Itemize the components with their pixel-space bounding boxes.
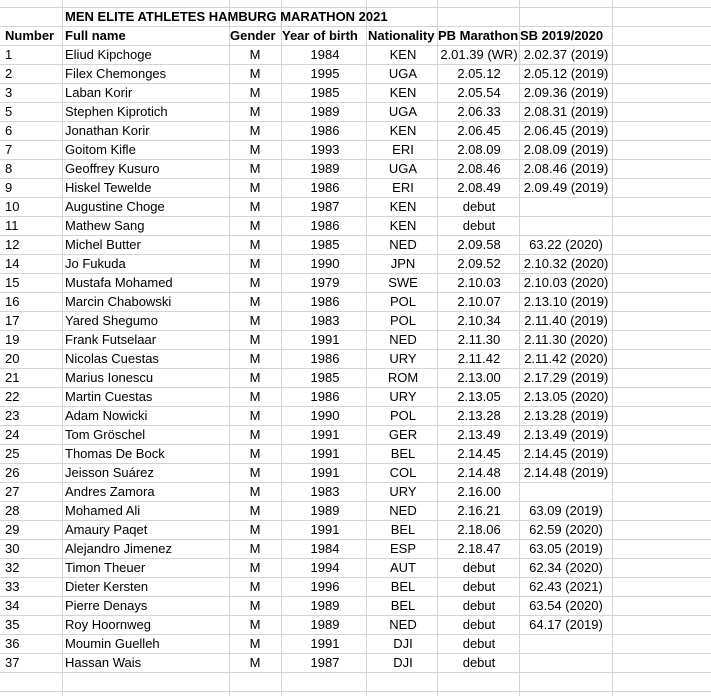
cell-sb[interactable]: 2.02.37 (2019) [523, 47, 609, 62]
cell-nationality[interactable]: SWE [388, 275, 418, 290]
cell-full-name[interactable]: Michel Butter [65, 237, 141, 252]
cell-pb-marathon[interactable]: 2.06.33 [457, 104, 501, 119]
cell-gender[interactable]: M [249, 104, 261, 119]
cell-nationality[interactable]: BEL [390, 446, 416, 461]
cell-pb-marathon[interactable]: 2.08.09 [457, 142, 501, 157]
cell-pb-marathon[interactable]: 2.01.39 (WR) [440, 47, 518, 62]
cell-year-of-birth[interactable]: 1989 [310, 598, 340, 613]
cell-gender[interactable]: M [249, 636, 261, 651]
cell-year-of-birth[interactable]: 1986 [310, 294, 340, 309]
table-row [0, 235, 711, 254]
cell-sb[interactable]: 63.09 (2019) [529, 503, 603, 518]
cell-number[interactable]: 5 [5, 104, 13, 119]
cell-number[interactable]: 7 [5, 142, 13, 157]
cell-pb-marathon[interactable]: 2.13.49 [457, 427, 501, 442]
cell-number[interactable]: 3 [5, 85, 13, 100]
cell-gender[interactable]: M [249, 522, 261, 537]
cell-pb-marathon[interactable]: 2.18.47 [457, 541, 501, 556]
cell-sb[interactable]: 2.08.09 (2019) [523, 142, 609, 157]
cell-year-of-birth[interactable]: 1985 [310, 237, 340, 252]
cell-number[interactable]: 27 [5, 484, 20, 499]
cell-sb[interactable]: 63.22 (2020) [529, 237, 603, 252]
cell-pb-marathon[interactable]: 2.08.49 [457, 180, 501, 195]
cell-nationality[interactable]: KEN [389, 123, 417, 138]
cell-gender[interactable]: M [249, 180, 261, 195]
cell-full-name[interactable]: Alejandro Jimenez [65, 541, 172, 556]
table-row [0, 558, 711, 577]
title-row [0, 7, 711, 26]
cell-sb[interactable]: 2.08.31 (2019) [523, 104, 609, 119]
cell-year-of-birth[interactable]: 1995 [310, 66, 340, 81]
cell-nationality[interactable]: NED [389, 617, 417, 632]
cell-nationality[interactable]: UGA [388, 66, 418, 81]
cell-year-of-birth[interactable]: 1990 [310, 256, 340, 271]
cell-year-of-birth[interactable]: 1986 [310, 351, 340, 366]
table-row [0, 463, 711, 482]
table-row [0, 634, 711, 653]
cell-gender[interactable]: M [249, 332, 261, 347]
cell-gender[interactable]: M [249, 408, 261, 423]
cell-gender[interactable]: M [249, 370, 261, 385]
cell-nationality[interactable]: BEL [390, 579, 416, 594]
cell-year-of-birth[interactable]: 1991 [310, 332, 340, 347]
cell-full-name[interactable]: Tom Gröschel [65, 427, 146, 442]
table-row [0, 577, 711, 596]
cell-number[interactable]: 28 [5, 503, 20, 518]
cell-number[interactable]: 11 [5, 218, 19, 233]
cell-number[interactable]: 6 [5, 123, 13, 138]
cell-number[interactable]: 33 [5, 579, 20, 594]
cell-year-of-birth[interactable]: 1993 [310, 142, 340, 157]
cell-full-name[interactable]: Martin Cuestas [65, 389, 153, 404]
cell-nationality[interactable]: BEL [390, 598, 416, 613]
cell-pb-marathon[interactable]: 2.14.48 [457, 465, 501, 480]
cell-full-name[interactable]: Nicolas Cuestas [65, 351, 159, 366]
cell-full-name[interactable]: Filex Chemonges [65, 66, 167, 81]
cell-full-name[interactable]: Mustafa Mohamed [65, 275, 173, 290]
cell-full-name[interactable]: Eliud Kipchoge [65, 47, 152, 62]
cell-gender[interactable]: M [249, 256, 261, 271]
cell-pb-marathon[interactable]: 2.13.05 [457, 389, 501, 404]
cell-full-name[interactable]: Adam Nowicki [65, 408, 148, 423]
cell-sb[interactable]: 2.10.32 (2020) [523, 256, 609, 271]
header-sb[interactable]: SB 2019/2020 [520, 28, 604, 43]
table-row [0, 102, 711, 121]
cell-number[interactable]: 2 [5, 66, 13, 81]
cell-year-of-birth[interactable]: 1989 [310, 503, 340, 518]
cell-full-name[interactable]: Dieter Kersten [65, 579, 149, 594]
cell-year-of-birth[interactable]: 1986 [310, 123, 340, 138]
cell-pb-marathon[interactable]: debut [462, 655, 496, 670]
cell-nationality[interactable]: ESP [389, 541, 416, 556]
cell-full-name[interactable]: Andres Zamora [65, 484, 155, 499]
cell-sb[interactable] [520, 216, 612, 235]
cell-full-name[interactable]: Thomas De Bock [65, 446, 165, 461]
table-row [0, 197, 711, 216]
cell-pb-marathon[interactable]: 2.05.54 [457, 85, 501, 100]
row-divider [0, 691, 711, 692]
cell-pb-marathon[interactable]: 2.05.12 [457, 66, 501, 81]
cell-nationality[interactable]: NED [389, 332, 417, 347]
cell-nationality[interactable]: NED [389, 237, 417, 252]
header-full-name[interactable]: Full name [65, 28, 126, 43]
cell-gender[interactable]: M [249, 161, 261, 176]
cell-nationality[interactable]: KEN [389, 85, 417, 100]
cell-gender[interactable]: M [249, 655, 261, 670]
table-row [0, 387, 711, 406]
cell-number[interactable]: 34 [5, 598, 20, 613]
cell-full-name[interactable]: Moumin Guelleh [65, 636, 160, 651]
cell-year-of-birth[interactable]: 1983 [310, 484, 340, 499]
cell-sb[interactable]: 2.14.45 (2019) [523, 446, 609, 461]
cell-full-name[interactable]: Stephen Kiprotich [65, 104, 168, 119]
cell-number[interactable]: 16 [5, 294, 20, 309]
cell-pb-marathon[interactable]: 2.09.58 [457, 237, 501, 252]
cell-nationality[interactable]: DJI [393, 636, 413, 651]
cell-full-name[interactable]: Laban Korir [65, 85, 133, 100]
cell-sb[interactable]: 63.54 (2020) [529, 598, 603, 613]
cell-full-name[interactable]: Jo Fukuda [65, 256, 126, 271]
cell-pb-marathon[interactable]: 2.16.21 [457, 503, 501, 518]
cell-number[interactable]: 36 [5, 636, 20, 651]
cell-year-of-birth[interactable]: 1994 [310, 560, 340, 575]
cell-gender[interactable]: M [249, 47, 261, 62]
cell-nationality[interactable]: GER [388, 427, 418, 442]
cell-year-of-birth[interactable]: 1986 [310, 180, 340, 195]
cell-year-of-birth[interactable]: 1984 [310, 47, 340, 62]
cell-nationality[interactable]: POL [389, 408, 416, 423]
table-row [0, 482, 711, 501]
cell-gender[interactable]: M [249, 560, 261, 575]
cell-full-name[interactable]: Roy Hoornweg [65, 617, 151, 632]
cell-pb-marathon[interactable]: 2.11.42 [457, 351, 501, 366]
cell-nationality[interactable]: NED [389, 503, 417, 518]
cell-full-name[interactable]: Frank Futselaar [65, 332, 157, 347]
table-row [0, 45, 711, 64]
cell-year-of-birth[interactable]: 1989 [310, 104, 340, 119]
table-row [0, 520, 711, 539]
cell-year-of-birth[interactable]: 1986 [310, 218, 340, 233]
cell-number[interactable]: 21 [5, 370, 20, 385]
cell-year-of-birth[interactable]: 1991 [310, 446, 340, 461]
cell-year-of-birth[interactable]: 1987 [310, 655, 340, 670]
table-row [0, 64, 711, 83]
row-divider [0, 672, 711, 673]
cell-sb[interactable] [520, 653, 612, 672]
cell-pb-marathon[interactable]: 2.10.07 [457, 294, 501, 309]
table-row [0, 254, 711, 273]
sheet-title[interactable]: MEN ELITE ATHLETES HAMBURG MARATHON 2021 [65, 9, 388, 24]
cell-pb-marathon[interactable]: 2.14.45 [457, 446, 501, 461]
cell-number[interactable]: 20 [5, 351, 20, 366]
cell-gender[interactable]: M [249, 123, 261, 138]
cell-number[interactable]: 9 [5, 180, 13, 195]
cell-pb-marathon[interactable]: 2.16.00 [457, 484, 501, 499]
cell-year-of-birth[interactable]: 1987 [310, 199, 340, 214]
cell-nationality[interactable]: ERI [392, 180, 414, 195]
cell-sb[interactable]: 64.17 (2019) [529, 617, 603, 632]
cell-sb[interactable]: 2.11.40 (2019) [524, 313, 608, 328]
cell-pb-marathon[interactable]: debut [462, 579, 496, 594]
cell-sb[interactable]: 2.13.05 (2020) [523, 389, 609, 404]
cell-gender[interactable]: M [249, 503, 261, 518]
cell-full-name[interactable]: Hassan Wais [65, 655, 142, 670]
cell-sb[interactable]: 2.08.46 (2019) [523, 161, 609, 176]
cell-gender[interactable]: M [249, 465, 261, 480]
cell-pb-marathon[interactable]: 2.06.45 [457, 123, 501, 138]
cell-gender[interactable]: M [249, 313, 261, 328]
table-row [0, 615, 711, 634]
cell-sb[interactable]: 2.17.29 (2019) [523, 370, 609, 385]
table-row [0, 501, 711, 520]
cell-gender[interactable]: M [249, 66, 261, 81]
cell-number[interactable]: 12 [5, 237, 20, 252]
cell-sb[interactable]: 2.10.03 (2020) [523, 275, 609, 290]
cell-gender[interactable]: M [249, 142, 261, 157]
cell-sb[interactable] [520, 482, 612, 501]
cell-year-of-birth[interactable]: 1990 [310, 408, 340, 423]
cell-pb-marathon[interactable]: debut [462, 218, 496, 233]
cell-full-name[interactable]: Augustine Choge [65, 199, 165, 214]
cell-gender[interactable]: M [249, 199, 261, 214]
header-nationality[interactable]: Nationality [368, 28, 435, 43]
cell-gender[interactable]: M [249, 427, 261, 442]
cell-sb[interactable] [520, 634, 612, 653]
cell-pb-marathon[interactable]: debut [462, 598, 496, 613]
cell-number[interactable]: 23 [5, 408, 20, 423]
table-row [0, 121, 711, 140]
cell-full-name[interactable]: Yared Shegumo [65, 313, 158, 328]
cell-year-of-birth[interactable]: 1991 [310, 427, 340, 442]
cell-gender[interactable]: M [249, 389, 261, 404]
table-row [0, 539, 711, 558]
cell-sb[interactable]: 2.09.36 (2019) [523, 85, 609, 100]
cell-full-name[interactable]: Marcin Chabowski [65, 294, 172, 309]
cell-gender[interactable]: M [249, 85, 261, 100]
cell-nationality[interactable]: URY [389, 484, 417, 499]
cell-number[interactable]: 22 [5, 389, 20, 404]
cell-gender[interactable]: M [249, 541, 261, 556]
table-row [0, 311, 711, 330]
cell-pb-marathon[interactable]: 2.08.46 [457, 161, 501, 176]
cell-sb[interactable]: 2.05.12 (2019) [523, 66, 609, 81]
table-row [0, 178, 711, 197]
cell-nationality[interactable]: KEN [389, 47, 417, 62]
cell-pb-marathon[interactable]: debut [462, 636, 496, 651]
cell-number[interactable]: 17 [5, 313, 20, 328]
cell-full-name[interactable]: Mohamed Ali [65, 503, 141, 518]
cell-pb-marathon[interactable]: debut [462, 617, 496, 632]
cell-sb[interactable]: 2.13.28 (2019) [523, 408, 609, 423]
cell-full-name[interactable]: Hiskel Tewelde [65, 180, 152, 195]
cell-gender[interactable]: M [249, 237, 261, 252]
cell-nationality[interactable]: UGA [388, 161, 418, 176]
cell-sb[interactable]: 2.09.49 (2019) [523, 180, 609, 195]
cell-number[interactable]: 24 [5, 427, 20, 442]
cell-full-name[interactable]: Geoffrey Kusuro [65, 161, 160, 176]
cell-full-name[interactable]: Mathew Sang [65, 218, 145, 233]
cell-full-name[interactable]: Timon Theuer [65, 560, 146, 575]
cell-pb-marathon[interactable]: 2.18.06 [457, 522, 501, 537]
cell-sb[interactable]: 63.05 (2019) [529, 541, 603, 556]
cell-nationality[interactable]: KEN [389, 218, 417, 233]
header-number[interactable]: Number [5, 28, 55, 43]
cell-pb-marathon[interactable]: 2.13.28 [457, 408, 501, 423]
cell-full-name[interactable]: Marius Ionescu [65, 370, 154, 385]
cell-sb[interactable]: 2.11.42 (2020) [524, 351, 608, 366]
cell-full-name[interactable]: Pierre Denays [65, 598, 148, 613]
table-row [0, 368, 711, 387]
table-row [0, 596, 711, 615]
cell-full-name[interactable]: Jonathan Korir [65, 123, 150, 138]
table-row [0, 159, 711, 178]
cell-nationality[interactable]: ERI [392, 142, 414, 157]
cell-number[interactable]: 26 [5, 465, 20, 480]
table-row [0, 349, 711, 368]
cell-nationality[interactable]: AUT [390, 560, 416, 575]
cell-number[interactable]: 35 [5, 617, 20, 632]
cell-nationality[interactable]: BEL [390, 522, 416, 537]
table-row [0, 330, 711, 349]
cell-sb[interactable]: 2.13.10 (2019) [523, 294, 609, 309]
cell-number[interactable]: 15 [5, 275, 20, 290]
cell-full-name[interactable]: Amaury Paqet [65, 522, 148, 537]
cell-number[interactable]: 32 [5, 560, 20, 575]
cell-year-of-birth[interactable]: 1985 [310, 370, 340, 385]
cell-year-of-birth[interactable]: 1979 [310, 275, 340, 290]
table-row [0, 406, 711, 425]
cell-sb[interactable]: 2.11.30 (2020) [524, 332, 608, 347]
cell-year-of-birth[interactable]: 1983 [310, 313, 340, 328]
cell-nationality[interactable]: URY [389, 389, 417, 404]
table-row [0, 273, 711, 292]
cell-year-of-birth[interactable]: 1984 [310, 541, 340, 556]
cell-number[interactable]: 29 [5, 522, 20, 537]
header-row [0, 26, 711, 45]
cell-pb-marathon[interactable]: debut [462, 199, 496, 214]
cell-nationality[interactable]: POL [389, 313, 416, 328]
cell-year-of-birth[interactable]: 1991 [310, 465, 340, 480]
cell-gender[interactable]: M [249, 484, 261, 499]
cell-number[interactable]: 37 [5, 655, 20, 670]
table-row [0, 653, 711, 672]
cell-gender[interactable]: M [249, 218, 261, 233]
table-row [0, 216, 711, 235]
cell-nationality[interactable]: JPN [390, 256, 416, 271]
cell-number[interactable]: 19 [5, 332, 20, 347]
cell-number[interactable]: 1 [5, 47, 13, 62]
cell-pb-marathon[interactable]: 2.09.52 [457, 256, 501, 271]
header-gender[interactable]: Gender [230, 28, 276, 43]
cell-pb-marathon[interactable]: 2.11.30 [457, 332, 501, 347]
cell-nationality[interactable]: POL [389, 294, 416, 309]
cell-year-of-birth[interactable]: 1985 [310, 85, 340, 100]
cell-sb[interactable]: 2.14.48 (2019) [523, 465, 609, 480]
cell-gender[interactable]: M [249, 598, 261, 613]
cell-pb-marathon[interactable]: 2.10.03 [457, 275, 501, 290]
table-row [0, 83, 711, 102]
cell-number[interactable]: 30 [5, 541, 20, 556]
cell-nationality[interactable]: ROM [387, 370, 419, 385]
cell-sb[interactable]: 62.43 (2021) [529, 579, 603, 594]
cell-gender[interactable]: M [249, 275, 261, 290]
cell-full-name[interactable]: Goitom Kifle [65, 142, 136, 157]
cell-gender[interactable]: M [249, 446, 261, 461]
header-year-of-birth[interactable]: Year of birth [282, 28, 358, 43]
cell-pb-marathon[interactable]: 2.10.34 [457, 313, 501, 328]
cell-sb[interactable]: 62.59 (2020) [529, 522, 603, 537]
table-row [0, 140, 711, 159]
cell-gender[interactable]: M [249, 351, 261, 366]
cell-gender[interactable]: M [249, 294, 261, 309]
cell-number[interactable]: 10 [5, 199, 20, 214]
header-pb-marathon[interactable]: PB Marathon [438, 28, 519, 43]
table-row [0, 444, 711, 463]
cell-sb[interactable]: 2.06.45 (2019) [523, 123, 609, 138]
cell-gender[interactable]: M [249, 579, 261, 594]
cell-sb[interactable]: 2.13.49 (2019) [523, 427, 609, 442]
cell-nationality[interactable]: URY [389, 351, 417, 366]
cell-sb[interactable] [520, 197, 612, 216]
cell-number[interactable]: 25 [5, 446, 20, 461]
cell-year-of-birth[interactable]: 1996 [310, 579, 340, 594]
cell-year-of-birth[interactable]: 1989 [310, 161, 340, 176]
cell-nationality[interactable]: COL [389, 465, 417, 480]
cell-gender[interactable]: M [249, 617, 261, 632]
table-row [0, 292, 711, 311]
cell-year-of-birth[interactable]: 1991 [310, 522, 340, 537]
cell-year-of-birth[interactable]: 1989 [310, 617, 340, 632]
cell-full-name[interactable]: Jeisson Suárez [65, 465, 154, 480]
cell-number[interactable]: 14 [5, 256, 20, 271]
cell-pb-marathon[interactable]: 2.13.00 [457, 370, 501, 385]
cell-pb-marathon[interactable]: debut [462, 560, 496, 575]
cell-nationality[interactable]: DJI [393, 655, 413, 670]
cell-year-of-birth[interactable]: 1986 [310, 389, 340, 404]
cell-nationality[interactable]: KEN [389, 199, 417, 214]
cell-number[interactable]: 8 [5, 161, 13, 176]
cell-year-of-birth[interactable]: 1991 [310, 636, 340, 651]
cell-nationality[interactable]: UGA [388, 104, 418, 119]
cell-sb[interactable]: 62.34 (2020) [529, 560, 603, 575]
table-row [0, 425, 711, 444]
